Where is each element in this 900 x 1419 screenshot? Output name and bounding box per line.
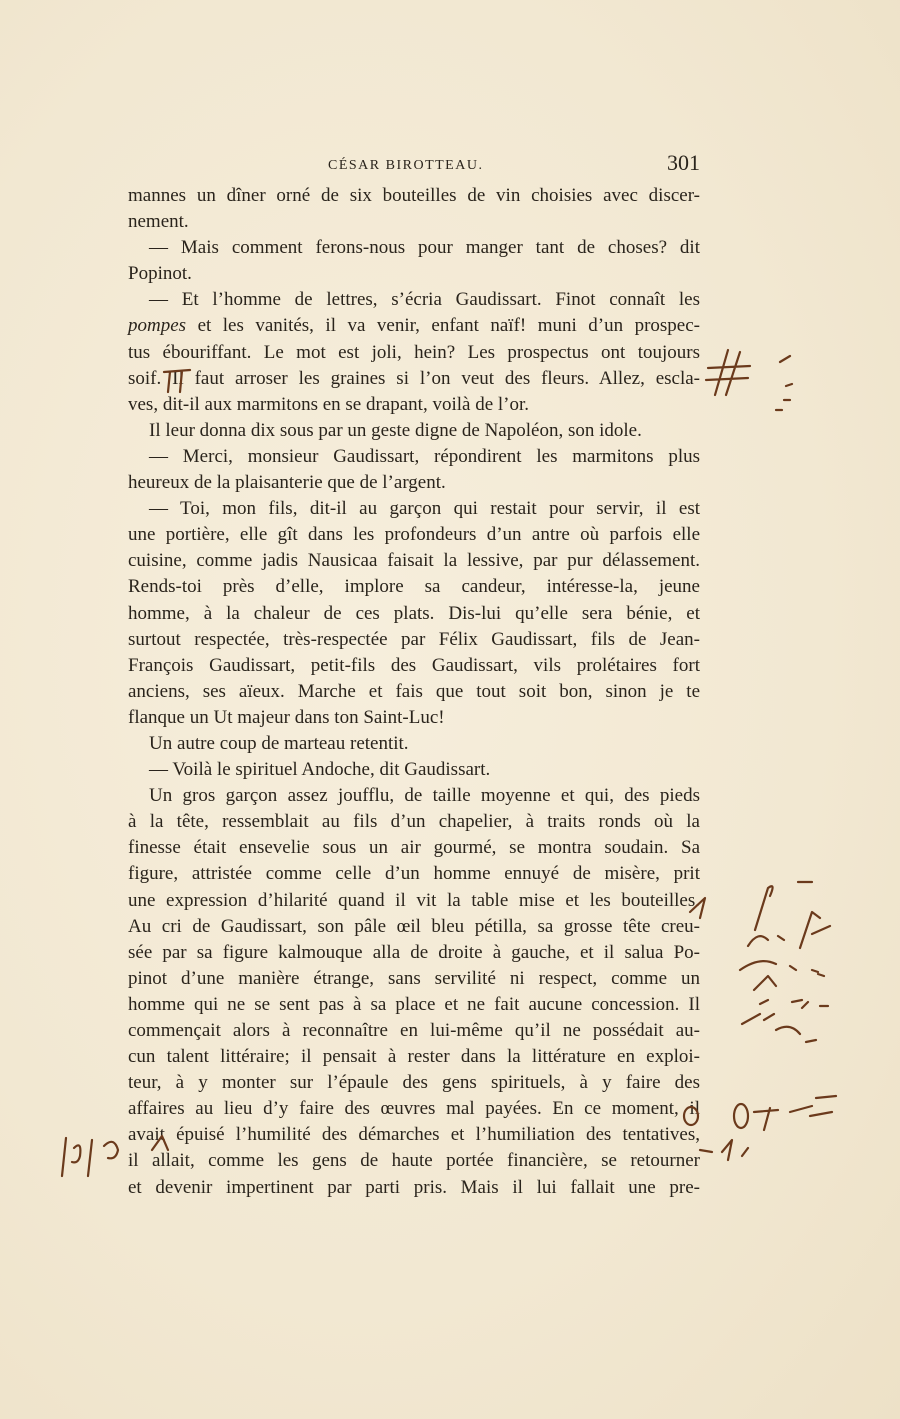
text-line: et devenir impertinent par parti pris. Mais il lui fallait une pre-: [128, 1176, 700, 1198]
text-line: homme qui ne se sent pas à sa place et ne fait aucune concession. Il: [128, 993, 700, 1015]
text-line: mannes un dîner orné de six bouteilles de vin choisies avec discer-: [128, 185, 700, 206]
text-line: Au cri de Gaudissart, son pâle œil bleu pétilla, sa grosse tête creu-: [128, 915, 700, 937]
left-margin-note: [62, 1138, 118, 1176]
text-line: — Merci, monsieur Gaudissart, répondirent les marmitons plus: [149, 445, 700, 467]
text-line: homme, à la chaleur de ces plats. Dis-lui qu’elle sera bénie, et: [128, 602, 700, 624]
text-line: finesse était ensevelie sous un air gourmé, se montra soudain. Sa: [128, 837, 700, 859]
text-line: ves, dit-il aux marmitons en se drapant, voilà de l’or.: [128, 393, 530, 415]
text-line: Un gros garçon assez joufflu, de taille moyenne et qui, des pieds: [149, 785, 700, 807]
text-line-rest: et les vanités, il va venir, enfant naïf! muni d’un prospec-: [197, 315, 701, 337]
text-line: avait épuisé l’humilité des démarches et l’humiliation des tentatives,: [128, 1124, 700, 1146]
text-line: commençait alors à reconnaître en lui-même qu’il ne possédait au-: [128, 1020, 700, 1041]
text-line: une portière, elle gît dans les profondeurs d’un antre où parfois elle: [128, 524, 700, 546]
text-line: il allait, comme les gens de haute portée financière, se retourner: [128, 1150, 700, 1172]
text-line: François Gaudissart, petit-fils des Gaudissart, vils prolétaires fort: [128, 654, 700, 676]
running-title: CÉSAR BIROTTEAU.: [328, 158, 484, 173]
text-line: — Voilà le spirituel Andoche, dit Gaudissart.: [149, 759, 491, 781]
margin-tick: [776, 356, 792, 410]
text-line: heureux de la plaisanterie que de l’argent.: [128, 472, 446, 494]
text-line: sée par sa figure kalmouque alla de droite à gauche, et il salua Po-: [128, 941, 700, 963]
text-line: Popinot.: [128, 263, 192, 285]
margin-note-bottom: [722, 1140, 748, 1160]
text-line: à la tête, ressemblait au fils d’un chapelier, à traits ronds où la: [128, 811, 700, 833]
text-line: affaires au lieu d’y faire des œuvres mal payées. En ce moment, il: [128, 1098, 700, 1120]
text-line: — Et l’homme de lettres, s’écria Gaudissart. Finot connaît les: [149, 289, 700, 311]
text-line: une expression d’hilarité quand il vit la table mise et les bouteilles.: [128, 889, 700, 911]
margin-note-o: [754, 1096, 836, 1130]
margin-paragraph-mark: [706, 350, 750, 395]
insertion-mark-bouteilles: [690, 898, 705, 918]
insertion-mark-paragraph: [164, 370, 190, 392]
text-insertion-mark: [152, 1136, 712, 1152]
text-line: cuisine, comme jadis Nausicaa faisait la lessive, par pur délassement.: [128, 550, 700, 572]
text-line: soif. Il faut arroser les graines si l’on veut des fleurs. Allez, escla-: [128, 367, 700, 389]
italic-word: pompes: [128, 315, 187, 337]
text-line: Rends-toi près d’elle, implore sa candeur, intéresse-la, jeune: [128, 576, 700, 598]
text-line: surtout respectée, très-respectée par Félix Gaudissart, fils de Jean-: [128, 628, 700, 650]
margin-note-block: [740, 882, 830, 1042]
text-line: teur, à y monter sur l’épaule des gens spirituels, à y faire des: [128, 1072, 700, 1094]
text-line: figure, attristée comme celle d’un homme ennuyé de misère, prit: [128, 863, 700, 885]
text-line: tus ébouriffant. Le mot est joli, hein? Les prospectus ont toujours: [128, 341, 700, 363]
margin-o-mark: [734, 1104, 748, 1128]
text-line: — Mais comment ferons-nous pour manger tant de choses? dit: [149, 237, 700, 259]
text-line: anciens, ses aïeux. Marche et fais que tout soit bon, sinon je te: [128, 680, 700, 702]
text-circle-mark: [684, 1107, 698, 1125]
text-line: Un autre coup de marteau retentit.: [149, 732, 409, 754]
text-line: nement.: [128, 211, 189, 233]
text-line: — Toi, mon fils, dit-il au garçon qui restait pour servir, il est: [149, 498, 700, 520]
text-line: Il leur donna dix sous par un geste digne de Napoléon, son idole.: [149, 419, 642, 441]
text-line: cun talent littéraire; il pensait à rester dans la littérature en exploi-: [128, 1046, 700, 1068]
page-number: 301: [667, 150, 700, 175]
text-line: flanque un Ut majeur dans ton Saint-Luc!: [128, 706, 445, 728]
text-line: pinot d’une manière étrange, sans servilité ni respect, comme un: [128, 967, 700, 989]
